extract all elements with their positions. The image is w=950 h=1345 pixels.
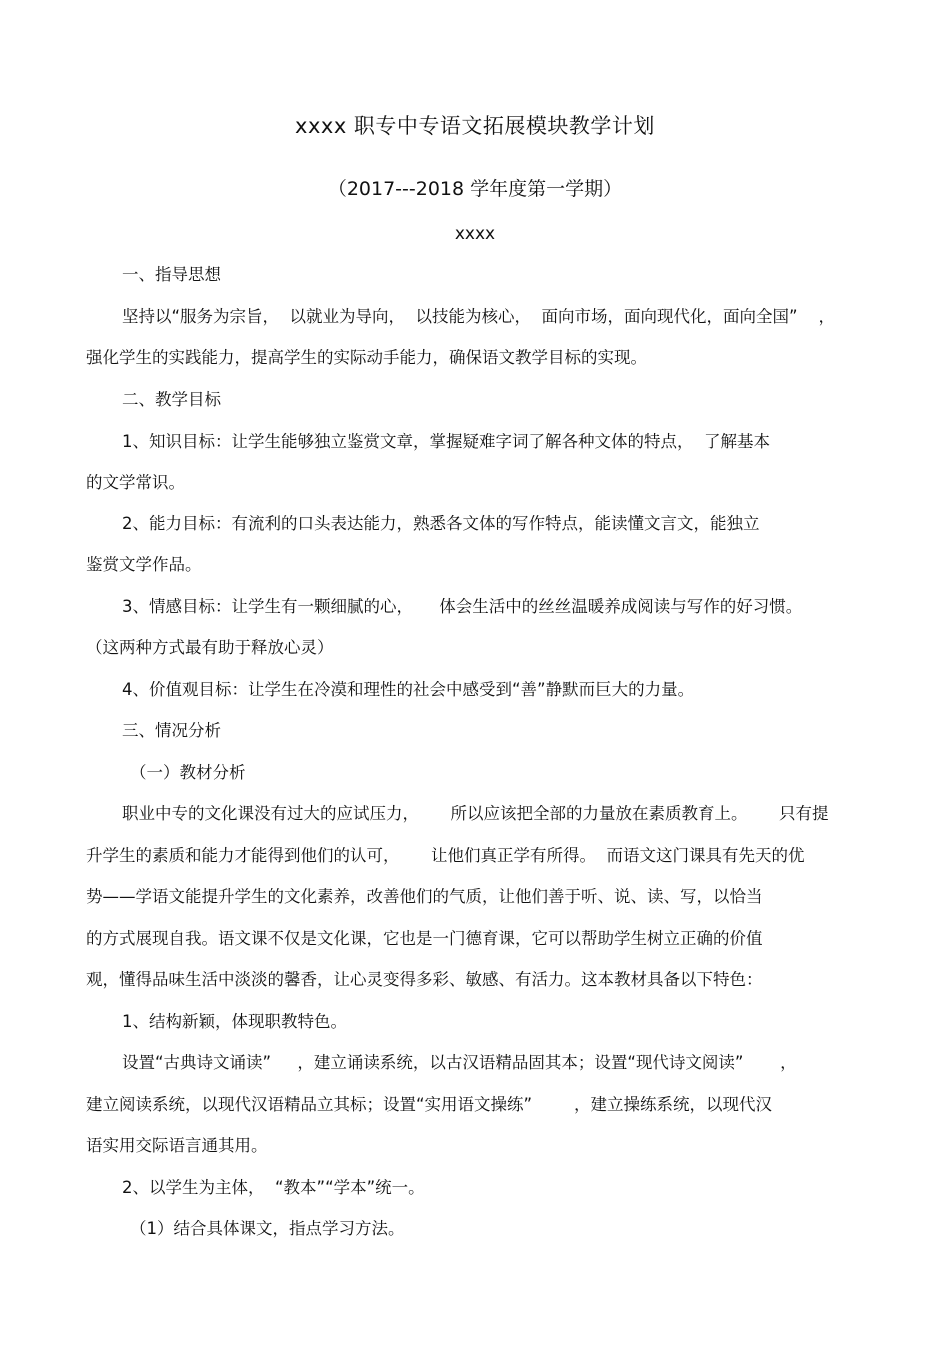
document-author: xxxx — [454, 224, 496, 244]
paragraph-line: 设置“古典诗文诵读” ，建立诵读系统，以古汉语精品固其本；设置“现代诗文阅读” ， — [122, 1053, 797, 1072]
paragraph-line: 的文学常识。 — [86, 473, 185, 492]
section-heading: 三、情况分析 — [122, 721, 221, 740]
paragraph-line: （1）结合具体课文，指点学习方法。 — [130, 1219, 405, 1238]
subsection-heading: （一）教材分析 — [130, 763, 246, 782]
paragraph-line: 建立阅读系统，以现代汉语精品立其标；设置“实用语文操练” ，建立操练系统，以现代汉 — [86, 1095, 773, 1114]
document-title: xxxx 职专中专语文拓展模块教学计划 — [295, 114, 655, 138]
section-heading: 二、教学目标 — [122, 390, 221, 409]
document-subtitle: （2017---2018 学年度第一学期） — [327, 178, 623, 200]
paragraph-line: 的方式展现自我。语文课不仅是文化课，它也是一门德育课，它可以帮助学生树立正确的价值 — [86, 929, 763, 948]
paragraph-line: 3、情感目标：让学生有一颗细腻的心， 体会生活中的丝丝温暖养成阅读与写作的好习惯。 — [122, 597, 803, 616]
section-heading: 一、指导思想 — [122, 265, 221, 284]
paragraph-line: 强化学生的实践能力，提高学生的实际动手能力，确保语文教学目标的实现。 — [86, 348, 647, 367]
paragraph-line: 2、能力目标：有流利的口头表达能力，熟悉各文体的写作特点，能读懂文言文，能独立 — [122, 514, 760, 533]
paragraph-line: 观，懂得品味生活中淡淡的馨香，让心灵变得多彩、敏感、有活力。这本教材具备以下特色： — [86, 970, 763, 989]
paragraph-line: （这两种方式最有助于释放心灵） — [86, 638, 334, 657]
paragraph-line: 职业中专的文化课没有过大的应试压力， 所以应该把全部的力量放在素质教育上。 只有提 — [122, 804, 829, 823]
paragraph-line: 4、价值观目标：让学生在冷漠和理性的社会中感受到“善”静默而巨大的力量。 — [122, 680, 695, 699]
paragraph-line: 势——学语文能提升学生的文化素养，改善他们的气质，让他们善于听、说、读、写，以恰当 — [86, 887, 763, 906]
paragraph-line: 升学生的素质和能力才能得到他们的认可， 让他们真正学有所得。 而语文这门课具有先天的优 — [86, 846, 805, 865]
paragraph-line: 坚持以“服务为宗旨， 以就业为导向， 以技能为核心， 面向市场，面向现代化，面向全国” ， — [122, 307, 836, 326]
paragraph-line: 2、以学生为主体， “教本”“学本”统一。 — [122, 1178, 425, 1197]
paragraph-line: 语实用交际语言通其用。 — [86, 1136, 268, 1155]
paragraph-line: 鉴赏文学作品。 — [86, 555, 202, 574]
paragraph-line: 1、知识目标：让学生能够独立鉴赏文章，掌握疑难字词了解各种文体的特点， 了解基本 — [122, 432, 770, 451]
paragraph-line: 1、结构新颖，体现职教特色。 — [122, 1012, 347, 1031]
